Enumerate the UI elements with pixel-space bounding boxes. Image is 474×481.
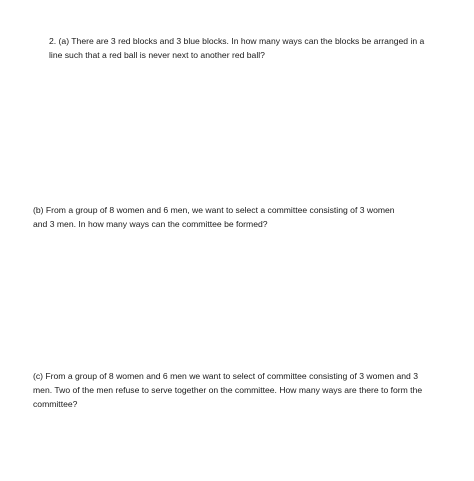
question-2b: (b) From a group of 8 women and 6 men, we want to select a committee consisting of 3 women and 3 men. In how many ways can the committee be formed? — [33, 205, 395, 229]
question-2a: 2. (a) There are 3 red blocks and 3 blue blocks. In how many ways can the blocks be arranged in a line such that a red ball is never next to another red ball? — [49, 36, 425, 60]
question-2c: (c) From a group of 8 women and 6 men we want to select of committee consisting of 3 women and 3 men. Two of the men refuse to serve together on the committee. How many ways are there to form the committee? — [33, 371, 423, 409]
